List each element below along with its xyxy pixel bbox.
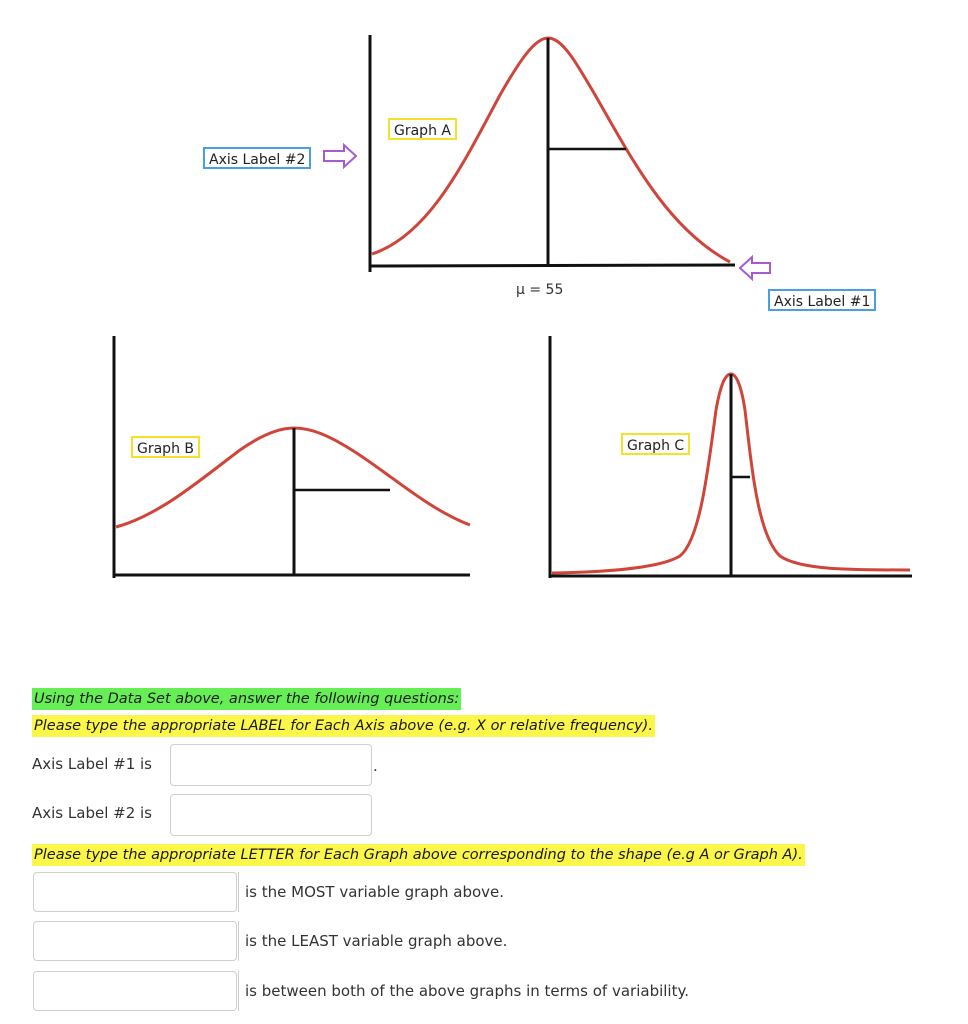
most-variable-input[interactable] bbox=[33, 872, 237, 912]
axis1-suffix: . bbox=[373, 757, 378, 775]
axis2-prefix: Axis Label #2 is bbox=[32, 804, 152, 822]
axis1-prefix: Axis Label #1 is bbox=[32, 755, 152, 773]
most-variable-text: is the MOST variable graph above. bbox=[238, 872, 504, 912]
axis-label-2-input[interactable] bbox=[170, 794, 372, 836]
axis-label-1-input[interactable] bbox=[170, 744, 372, 786]
letter-prompt: Please type the appropriate LETTER for Each Graph above corresponding to the shape (e.g A or Graph A). bbox=[32, 844, 805, 866]
intro-text: Using the Data Set above, answer the following questions: bbox=[32, 688, 461, 710]
graph-a-mean-label: μ = 55 bbox=[516, 282, 564, 298]
least-variable-text: is the LEAST variable graph above. bbox=[238, 921, 507, 961]
axis-label-1-tag: Axis Label #1 bbox=[768, 289, 876, 311]
between-variable-input[interactable] bbox=[33, 971, 237, 1011]
graph-a-label: Graph A bbox=[388, 118, 457, 140]
label-prompt: Please type the appropriate LABEL for Each Axis above (e.g. X or relative frequency). bbox=[32, 715, 655, 737]
least-variable-input[interactable] bbox=[33, 921, 237, 961]
graph-c-label: Graph C bbox=[621, 433, 690, 455]
between-variable-text: is between both of the above graphs in terms of variability. bbox=[238, 971, 689, 1011]
axis-label-2-tag: Axis Label #2 bbox=[203, 147, 311, 169]
graph-b-label: Graph B bbox=[131, 436, 200, 458]
